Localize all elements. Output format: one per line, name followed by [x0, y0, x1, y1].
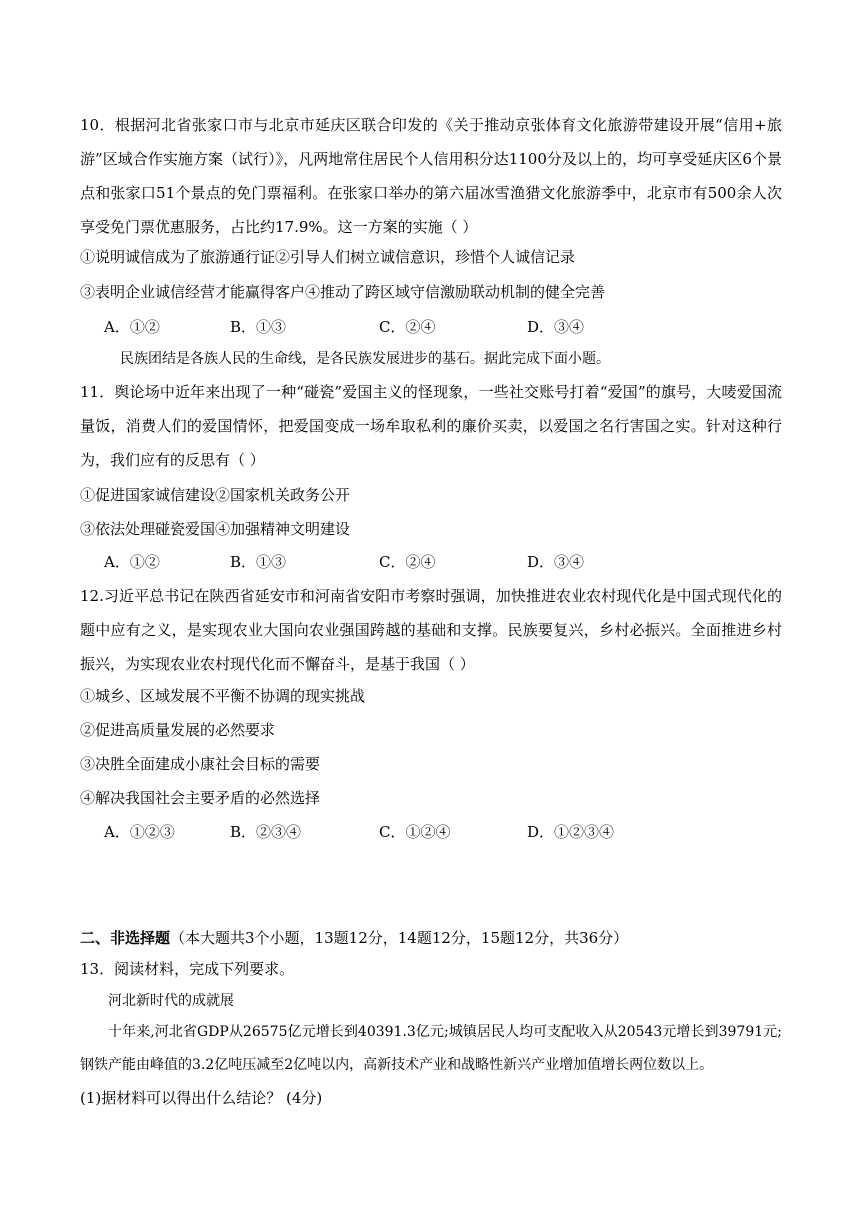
- question-11-item-line-1: ①促进国家诚信建设②国家机关政务公开: [80, 486, 351, 504]
- question-12-item-3: ③决胜全面建成小康社会目标的需要: [80, 755, 321, 773]
- section-note: （本大题共3个小题，13题12分，14题12分，15题12分，共36分）: [170, 929, 629, 947]
- question-11-stem: 11．舆论场中近年来出现了一种“碰瓷”爱国主义的怪现象，一些社交账号打着“爱国”的旗号，大唛爱国流量饭，消费人们的爱国情怀，把爱国变成一场牟取私利的廉价买卖，以爱国之名行害国之实。针对这种行为，我们应有的反思有（ ）: [80, 383, 782, 469]
- option-d: D．③④: [527, 553, 585, 571]
- option-b: B．①③: [230, 318, 287, 336]
- option-b: B．②③④: [230, 823, 302, 841]
- question-10-item-line-1: ①说明诚信成为了旅游通行证②引导人们树立诚信意识，珍惜个人诚信记录: [80, 248, 576, 266]
- question-12-stem: 12.习近平总书记在陕西省延安市和河南省安阳市考察时强调，加快推进农业农村现代化是中国式现代化的题中应有之义，是实现农业大国向农业强国跨越的基础和支撑。民族要复兴，乡村必振兴。全面推进乡村振兴，为实现农业农村现代化而不懈奋斗，是基于我国（ ）: [80, 587, 782, 673]
- option-a: A．①②③: [104, 823, 175, 841]
- section-heading: [80, 928, 628, 948]
- question-11-item-line-2: ③依法处理碰瓷爱国④加强精神文明建设: [80, 520, 351, 538]
- option-c: C．②④: [379, 553, 436, 571]
- option-c: C．②④: [379, 318, 436, 336]
- option-b: B．①③: [230, 553, 287, 571]
- option-d: D．③④: [527, 318, 585, 336]
- question-13-stem: 13．阅读材料，完成下列要求。: [80, 960, 295, 978]
- option-d: D．①②③④: [527, 823, 615, 841]
- material-title: 河北新时代的成就展: [108, 993, 234, 1009]
- question-13-sub-1: (1)据材料可以得出什么结论？ (4分): [80, 1089, 323, 1107]
- material-body: 十年来,河北省GDP从26575亿元增长到40391.3亿元;城镇居民人均可支配收入从20543元增长到39791元;钢铁产能由峰值的3.2亿吨压减至2亿吨以内，高新技术产业和战略性新兴产业增加值增长两位数以上。: [80, 1024, 782, 1073]
- option-a: A．①②: [104, 553, 160, 571]
- option-c: C．①②④: [379, 823, 451, 841]
- group-intro: 民族团结是各族人民的生命线，是各民族发展进步的基石。据此完成下面小题。: [120, 351, 610, 367]
- question-12-item-4: ④解决我国社会主要矛盾的必然选择: [80, 789, 321, 807]
- option-a: A．①②: [104, 318, 160, 336]
- question-10-item-line-2: ③表明企业诚信经营才能赢得客户④推动了跨区域守信激励联动机制的健全完善: [80, 283, 606, 301]
- question-10-stem: 10．根据河北省张家口市与北京市延庆区联合印发的《关于推动京张体育文化旅游带建设开展“信用+旅游”区域合作实施方案（试行）》，凡两地常住居民个人信用积分达1100分及以上的，均可享受延庆区6个景点和张家口51个景点的免门票福利。在张家口举办的第六届冰雪渔猎文化旅游季中，北京市有500余人次享受免门票优惠服务，占比约17.9%。这一方案的实施（ ）: [80, 116, 782, 236]
- question-12-item-1: ①城乡、区域发展不平衡不协调的现实挑战: [80, 687, 366, 705]
- section-title: 二、非选择题: [80, 929, 171, 947]
- question-12-item-2: ②促进高质量发展的必然要求: [80, 721, 276, 739]
